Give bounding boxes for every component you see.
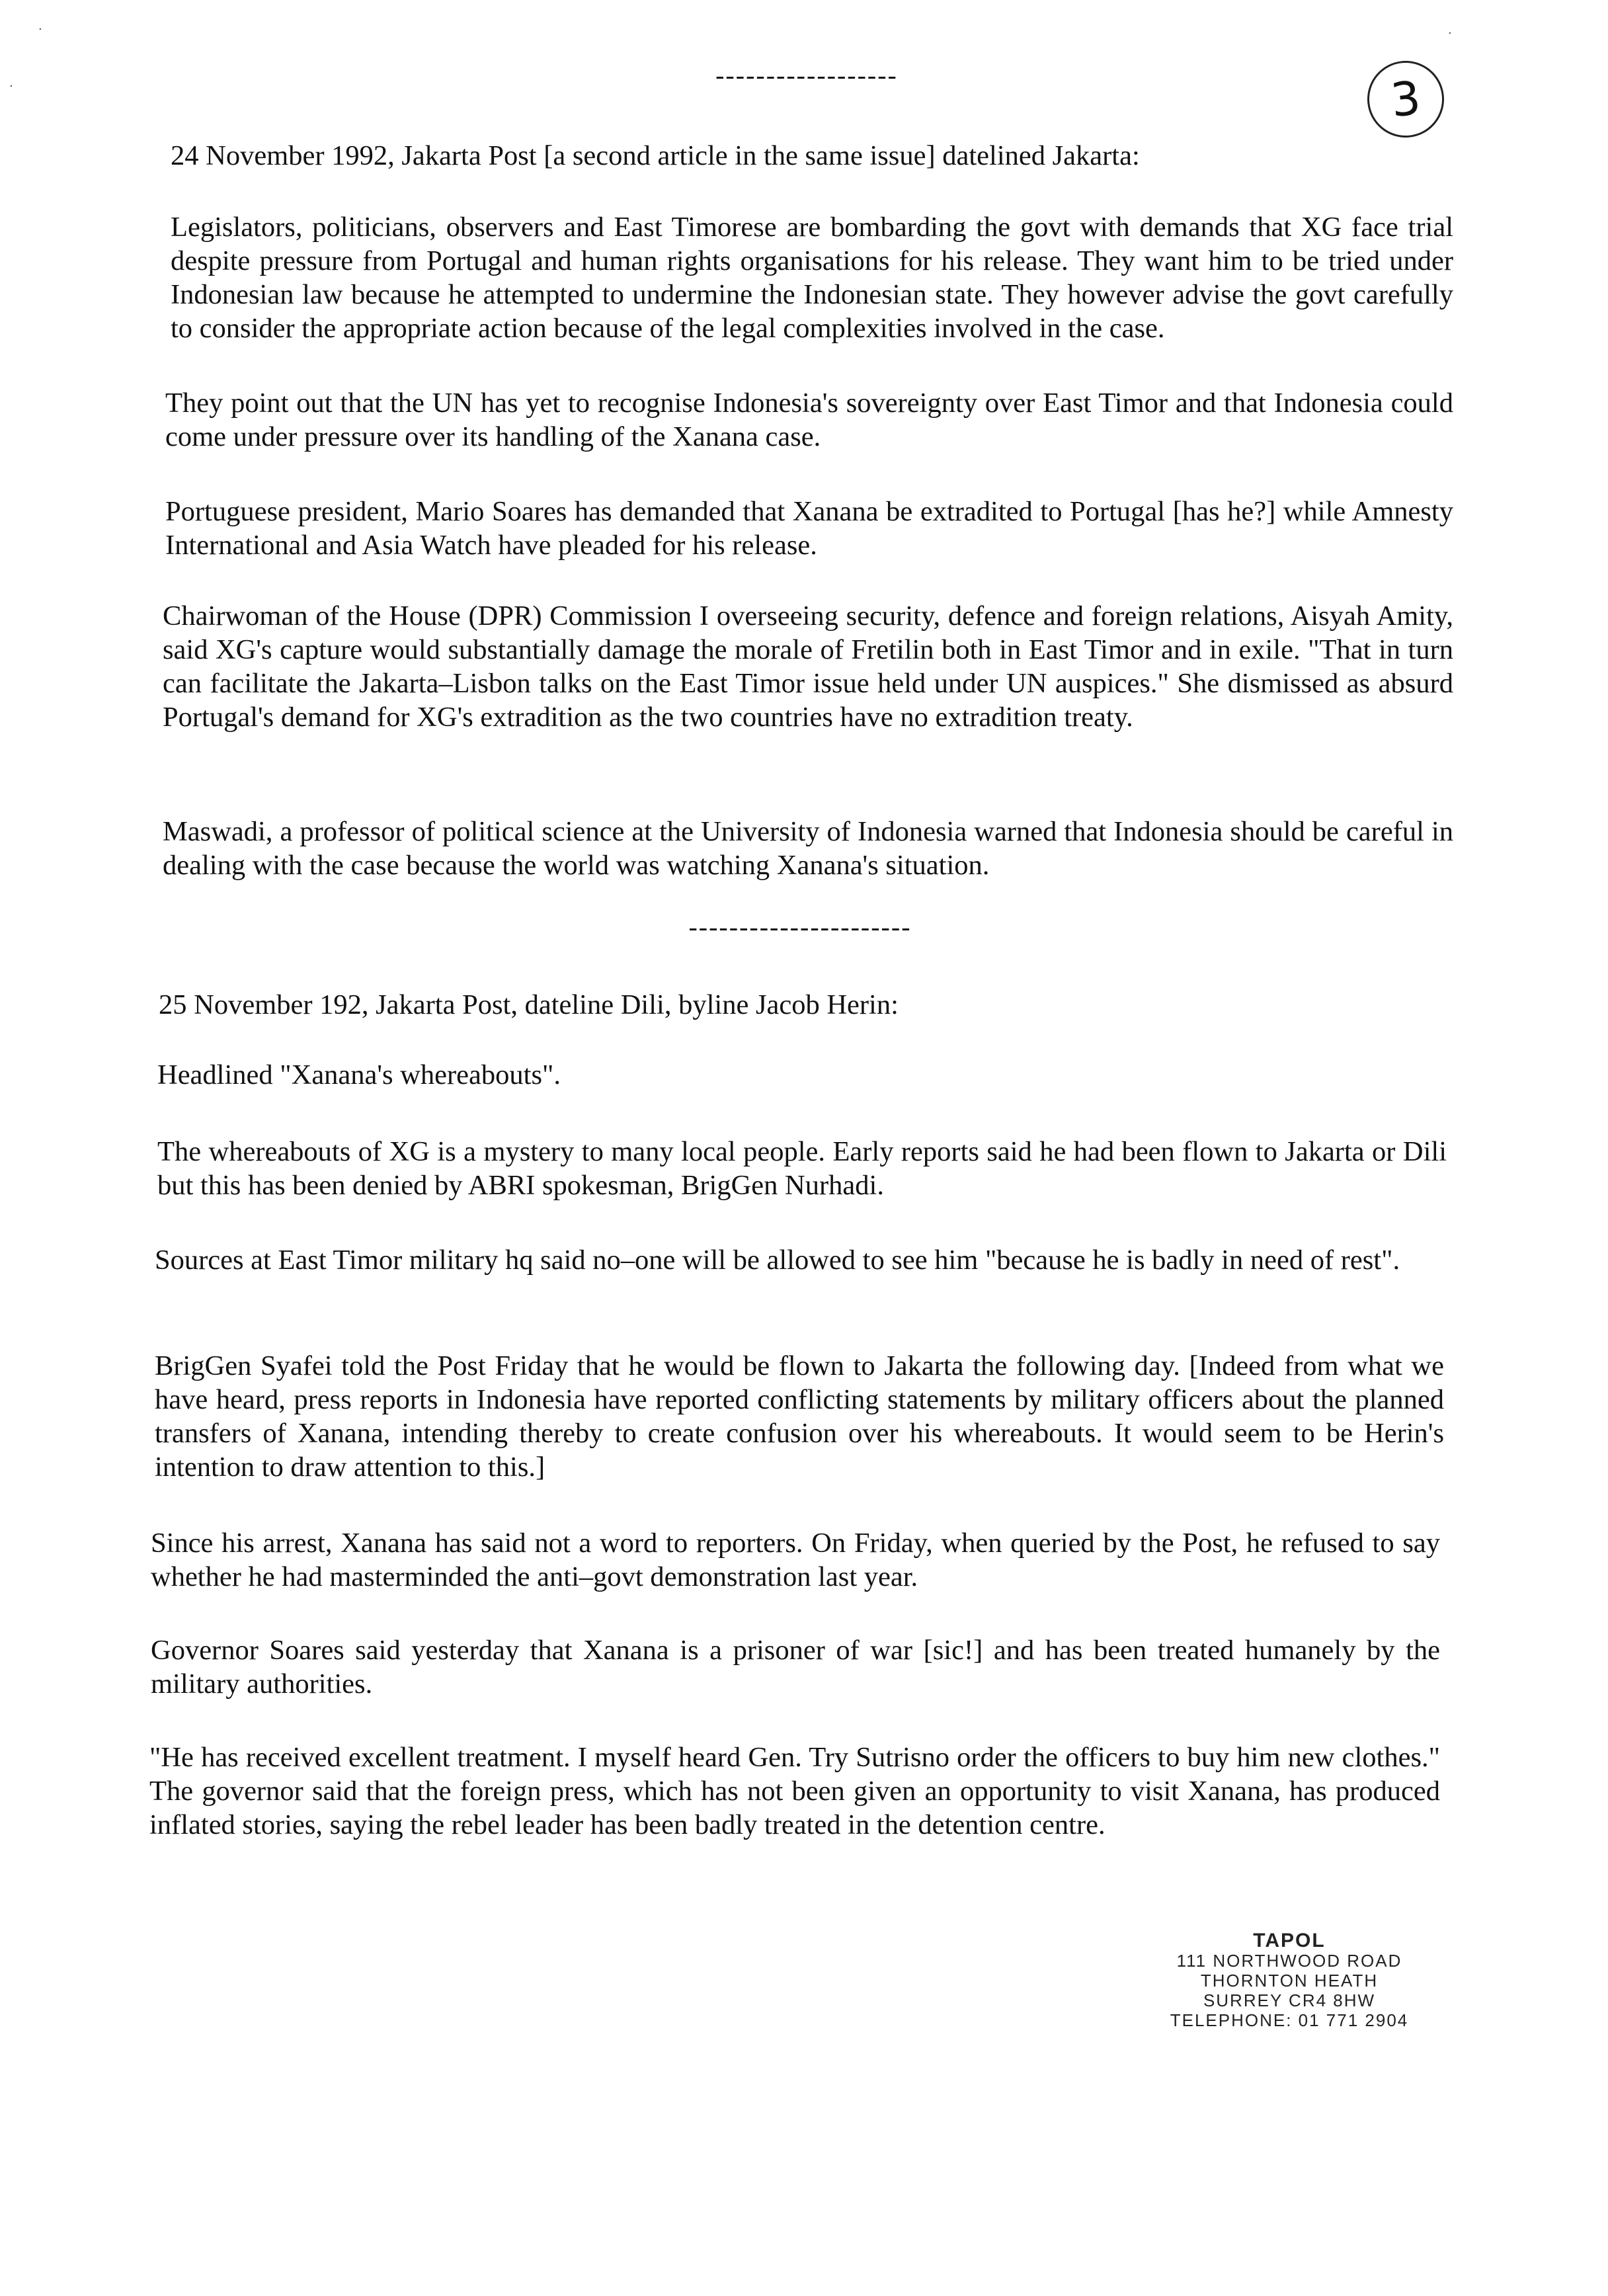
- top-divider: ------------------: [715, 60, 898, 90]
- paragraph-aisyah-amity: Chairwoman of the House (DPR) Commission I overseeing security, defence and foreign relations, Aisyah Amity, said XG's capture would substantially damage the morale of Fretilin both in East Timor and in exile. "That in turn can facilitate the Jakarta–Lisbon talks on the East Timor issue held under UN auspices." She dismissed as absurd Portugal's demand for XG's extradition as the two countries have no extradition treaty.: [163, 600, 1453, 733]
- paragraph-maswadi: Maswadi, a professor of political science at the University of Indonesia warned that Indonesia should be careful in dealing with the case because the world was watching Xanana's situation.: [163, 816, 1453, 881]
- scan-speck: ·: [9, 79, 13, 93]
- stamp-address-line-2: THORNTON HEATH: [1200, 1971, 1379, 1990]
- stamp-address-line-3: SURREY CR4 8HW: [1203, 1990, 1376, 2010]
- paragraph-whereabouts: The whereabouts of XG is a mystery to many local people. Early reports said he had been flown to Jakarta or Dili but this has been denied by ABRI spokesman, BrigGen Nurhadi.: [157, 1136, 1447, 1201]
- tapol-address-stamp: [1084, 1931, 1494, 2030]
- paragraph-military-hq: Sources at East Timor military hq said no–one will be allowed to see him "because he is badly in need of rest".: [155, 1245, 1400, 1276]
- page-number: 3: [1363, 57, 1447, 141]
- paragraph-un-recognition: They point out that the UN has yet to recognise Indonesia's sovereignty over East Timor and that Indonesia could come under pressure over its handling of the Xanana case.: [165, 388, 1453, 452]
- paragraph-syafei: BrigGen Syafei told the Post Friday that he would be flown to Jakarta the following day. [Indeed from what we have heard, press reports in Indonesia have reported conflicting statements by military officers about the planned transfers of Xanana, intending thereby to create confusion over his whereabouts. It would seem to be Herin's intention to draw attention to this.]: [155, 1350, 1444, 1483]
- paragraph-governor: Governor Soares said yesterday that Xanana is a prisoner of war [sic!] and has been treated humanely by the military authorities.: [151, 1635, 1440, 1700]
- scan-speck: ·: [38, 22, 42, 36]
- paragraph-legislators: Legislators, politicians, observers and East Timorese are bombarding the govt with demands that XG face trial despite pressure from Portugal and human rights organisations for his release. They want him to be tried under Indonesian law because he attempted to undermine the Indonesian state. They however advise the govt carefully to consider the appropriate action because of the legal complexities involved in the case.: [171, 212, 1453, 344]
- paragraph-dateline-1: 24 November 1992, Jakarta Post [a second article in the same issue] datelined Jakarta:: [171, 140, 1140, 171]
- stamp-address-line-1: 111 NORTHWOOD ROAD: [1176, 1951, 1402, 1971]
- stamp-telephone: TELEPHONE: 01 771 2904: [1170, 2010, 1409, 2030]
- scan-speck: ·: [1448, 26, 1452, 40]
- paragraph-headline: Headlined "Xanana's whereabouts".: [157, 1059, 561, 1090]
- paragraph-dateline-2: 25 November 192, Jakarta Post, dateline Dili, byline Jacob Herin:: [159, 989, 899, 1020]
- paragraph-soares-extradition: Portuguese president, Mario Soares has demanded that Xanana be extradited to Portugal [has he?] while Amnesty International and Asia Watch have pleaded for his release.: [165, 496, 1453, 561]
- stamp-org: TAPOL: [1253, 1930, 1326, 1951]
- paragraph-arrest: Since his arrest, Xanana has said not a word to reporters. On Friday, when queried by the Post, he refused to say whether he had masterminded the anti–govt demonstration last year.: [151, 1528, 1440, 1592]
- middle-divider: ----------------------: [688, 912, 912, 942]
- paragraph-treatment: "He has received excellent treatment. I myself heard Gen. Try Sutrisno order the officers to buy him new clothes." The governor said that the foreign press, which has not been given an opportunity to visit Xanana, has produced inflated stories, saying the rebel leader has been badly treated in the detention centre.: [149, 1742, 1440, 1840]
